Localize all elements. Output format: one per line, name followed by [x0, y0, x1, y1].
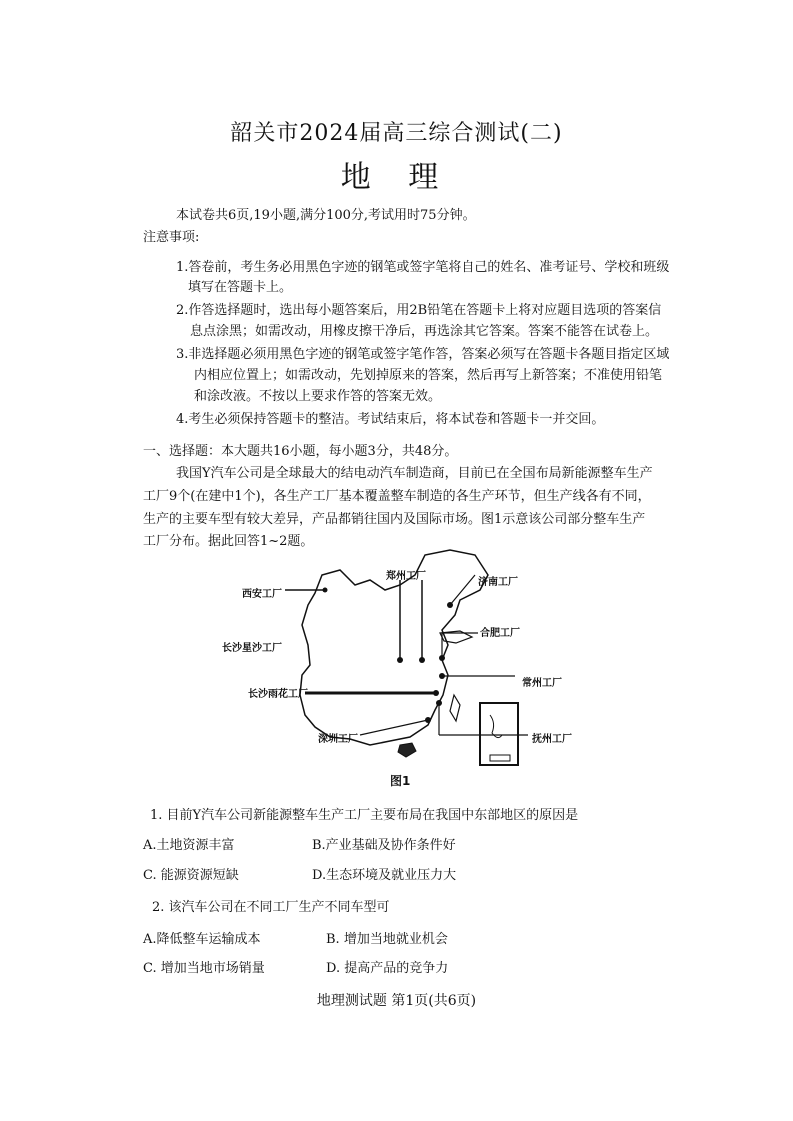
question-2-option-c: C. 增加当地市场销量	[143, 961, 265, 976]
label-hefei: 合肥工厂	[480, 628, 520, 639]
factory-map-figure	[210, 545, 590, 795]
question-1-option-d: D.生态环境及就业压力大	[312, 868, 457, 883]
question-2-option-a: A.降低整车运输成本	[143, 932, 261, 947]
page-footer: 地理测试题 第1页(共6页)	[316, 993, 477, 1009]
label-changsha-xingsha: 长沙星沙工厂	[222, 643, 282, 654]
passage-line-3: 生产的主要车型有较大差异，产品都销往国内及国际市场。图1示意该公司部分整车生产	[143, 512, 646, 527]
note-3-line-3: 和涂改液。不按以上要求作答的答案无效。	[194, 389, 442, 404]
question-2-option-b: B. 增加当地就业机会	[326, 932, 448, 947]
exam-intro: 本试卷共6页,19小题,满分100分,考试用时75分钟。	[176, 208, 476, 223]
note-1-line-1: 1.答卷前，考生务必用黑色字迹的钢笔或签字笔将自己的姓名、准考证号、学校和班级	[176, 260, 670, 275]
taiwan-island	[450, 695, 460, 721]
south-sea-inset	[480, 703, 518, 765]
note-3-line-1: 3.非选择题必须用黑色字迹的钢笔或签字笔作答，答案必须写在答题卡各题目指定区域	[176, 347, 670, 362]
passage-line-4: 工厂分布。据此回答1~2题。	[143, 534, 314, 549]
question-1-stem: 1. 目前Y汽车公司新能源整车生产工厂主要布局在我国中东部地区的原因是	[150, 808, 579, 823]
question-2-option-d: D. 提高产品的竞争力	[326, 961, 449, 976]
note-4-line-1: 4.考生必须保持答题卡的整洁。考试结束后，将本试卷和答题卡一并交回。	[176, 412, 605, 427]
question-1-option-c: C. 能源资源短缺	[143, 868, 239, 883]
label-jinan: 济南工厂	[478, 577, 518, 588]
passage-line-1: 我国Y汽车公司是全球最大的结电动汽车制造商，目前已在全国布局新能源整车生产	[176, 466, 653, 481]
hainan-island	[398, 743, 416, 757]
label-xian: 西安工厂	[242, 589, 282, 600]
question-1-option-a: A.土地资源丰富	[143, 838, 235, 853]
note-2-line-2: 息点涂黑；如需改动，用橡皮擦干净后，再选涂其它答案。答案不能答在试卷上。	[190, 324, 659, 339]
label-zhengzhou: 郑州工厂	[386, 571, 426, 582]
note-3-line-2: 内相应位置上；如需改动，先划掉原来的答案，然后再写上新答案；不准使用铅笔	[194, 368, 663, 383]
exam-title: 韶关市2024届高三综合测试(二)	[230, 121, 563, 146]
label-changsha-yuhua: 长沙雨花工厂	[248, 689, 308, 700]
section-heading: 一、选择题：本大题共16小题，每小题3分，共48分。	[143, 444, 458, 459]
label-shenzhen: 深圳工厂	[318, 734, 358, 745]
notes-heading: 注意事项:	[143, 230, 200, 245]
note-1-line-2: 填写在答题卡上。	[188, 280, 293, 295]
label-fuzhou: 抚州工厂	[532, 734, 572, 745]
map-caption: 图1	[390, 774, 411, 788]
label-changzhou: 常州工厂	[522, 678, 562, 689]
passage-line-2: 工厂9个(在建中1个)，各生产工厂基本覆盖整车制造的各生产环节，但生产线各有不同，	[143, 489, 651, 504]
note-2-line-1: 2.作答选择题时，选出每小题答案后，用2B铅笔在答题卡上将对应题目选项的答案信	[176, 303, 662, 318]
question-2-stem: 2. 该汽车公司在不同工厂生产不同车型可	[152, 900, 390, 915]
subject-title: 地 理	[340, 160, 453, 195]
south-sea-scale	[490, 755, 510, 761]
question-1-option-b: B.产业基础及协作条件好	[312, 838, 456, 853]
